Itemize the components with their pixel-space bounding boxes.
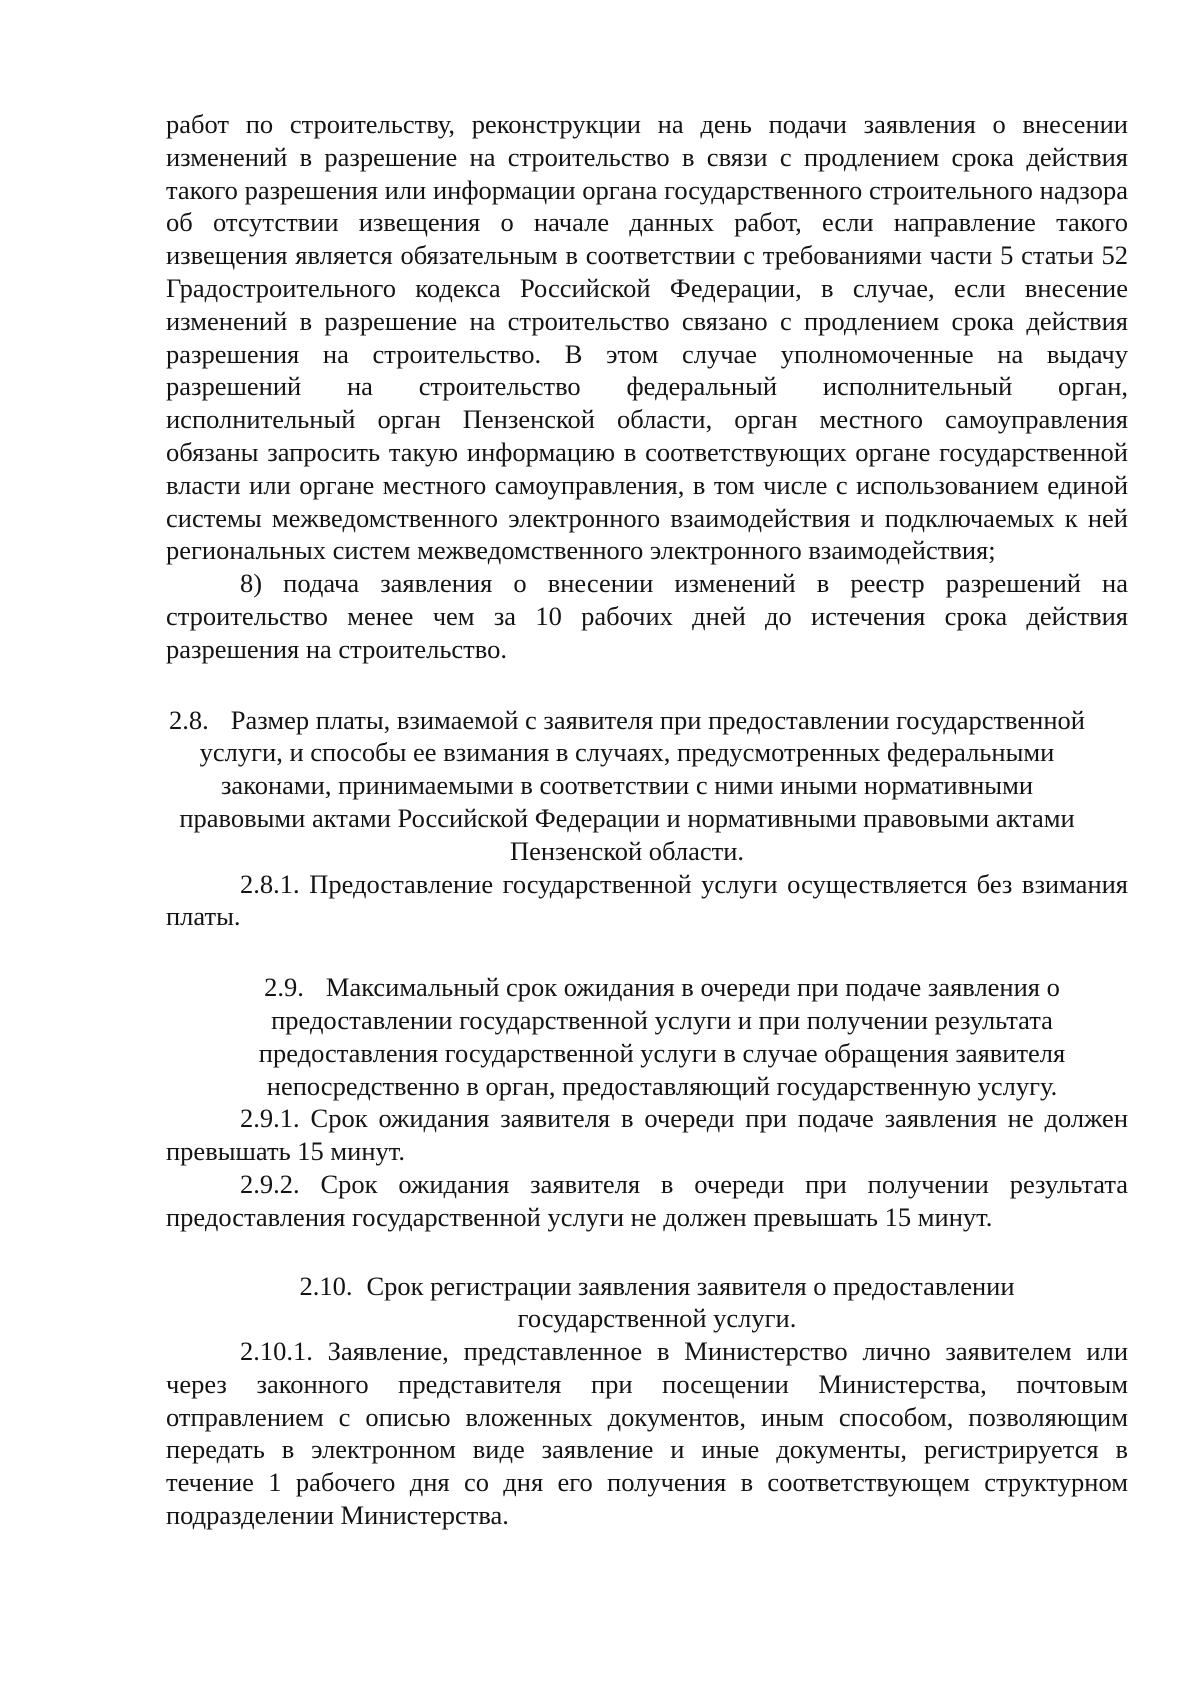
section-heading-2-9 xyxy=(166,971,1128,1102)
spacer xyxy=(166,1234,1128,1270)
section-number-2-9: 2.9. xyxy=(264,972,304,1003)
paragraph-continuation: работ по строительству, реконструкции на день подачи заявления о внесении изменений в разрешение на строительство в связи с продлением срока действия такого разрешения или информации органа государственного строительного надзора об отсутствии извещения о начале данных работ, если направление такого извещения является обязательным в соответствии с требованиями части 5 статьи 52 Градостроительного кодекса Российской Федерации, в случае, если внесение изменений в разрешение на строительство связано с продлением срока действия разрешения на строительство. В этом случае уполномоченные на выдачу разрешений на строительство федеральный исполнительный орган, исполнительный орган Пензенской области, орган местного самоуправления обязаны запросить такую информацию в соответствующих органе государственной власти или органе местного самоуправления, в том числе с использованием единой системы межведомственного электронного взаимодействия и подключаемых к ней региональных систем межведомственного электронного взаимодействия; xyxy=(166,109,1128,566)
section-heading-2-10 xyxy=(166,1270,1128,1336)
paragraph-2-8-1: 2.8.1. Предоставление государственной услуги осуществляется без взимания платы. xyxy=(166,868,1128,932)
section-number-2-10: 2.10. xyxy=(299,1270,353,1301)
section-title-2-10: Срок регистрации заявления заявителя о предоставлении государственной услуги. xyxy=(366,1270,1015,1334)
paragraph-item-8: 8) подача заявления о внесении изменений в реестр разрешений на строительство менее чем за 10 рабочих дней до истечения срока действия разрешения на строительство. xyxy=(166,568,1128,664)
spacer xyxy=(166,666,1128,704)
paragraph-2-10-1: 2.10.1. Заявление, представленное в Министерство лично заявителем или через законного представителя при посещении Министерства, почтовым отправлением с описью вложенных документов, иным способом, позволяющим передать в электронном виде заявление и иные документы, регистрируется в течение 1 рабочего дня со дня его получения в соответствующем структурном подразделении Министерства. xyxy=(166,1336,1128,1531)
section-title-2-8: Размер платы, взимаемой с заявителя при предоставлении государственной услуги, и способы ее взимания в случаях, предусмотренных федеральными законами, принимаемыми в соответствии с ними иными нормативными правовыми актами Российской Федерации и нормативными правовыми актами Пензенской области. xyxy=(179,704,1085,866)
section-heading-2-8 xyxy=(166,704,1128,868)
paragraph-2-9-1: 2.9.1. Срок ожидания заявителя в очереди при подаче заявления не должен превышать 15 минут. xyxy=(166,1103,1128,1167)
spacer xyxy=(166,933,1128,971)
paragraph-2-9-2: 2.9.2. Срок ожидания заявителя в очереди при получении результата предоставления государственной услуги не должен превышать 15 минут. xyxy=(166,1168,1128,1232)
section-number-2-8: 2.8. xyxy=(169,704,209,735)
document-page xyxy=(166,108,1128,1532)
section-title-2-9: Максимальный срок ожидания в очереди при подаче заявления о предоставлении государственной услуги и при получении результата предоставления государственной услуги в случае обращения заявителя непосредственно в орган, предоставляющий государственную услугу. xyxy=(258,972,1066,1101)
